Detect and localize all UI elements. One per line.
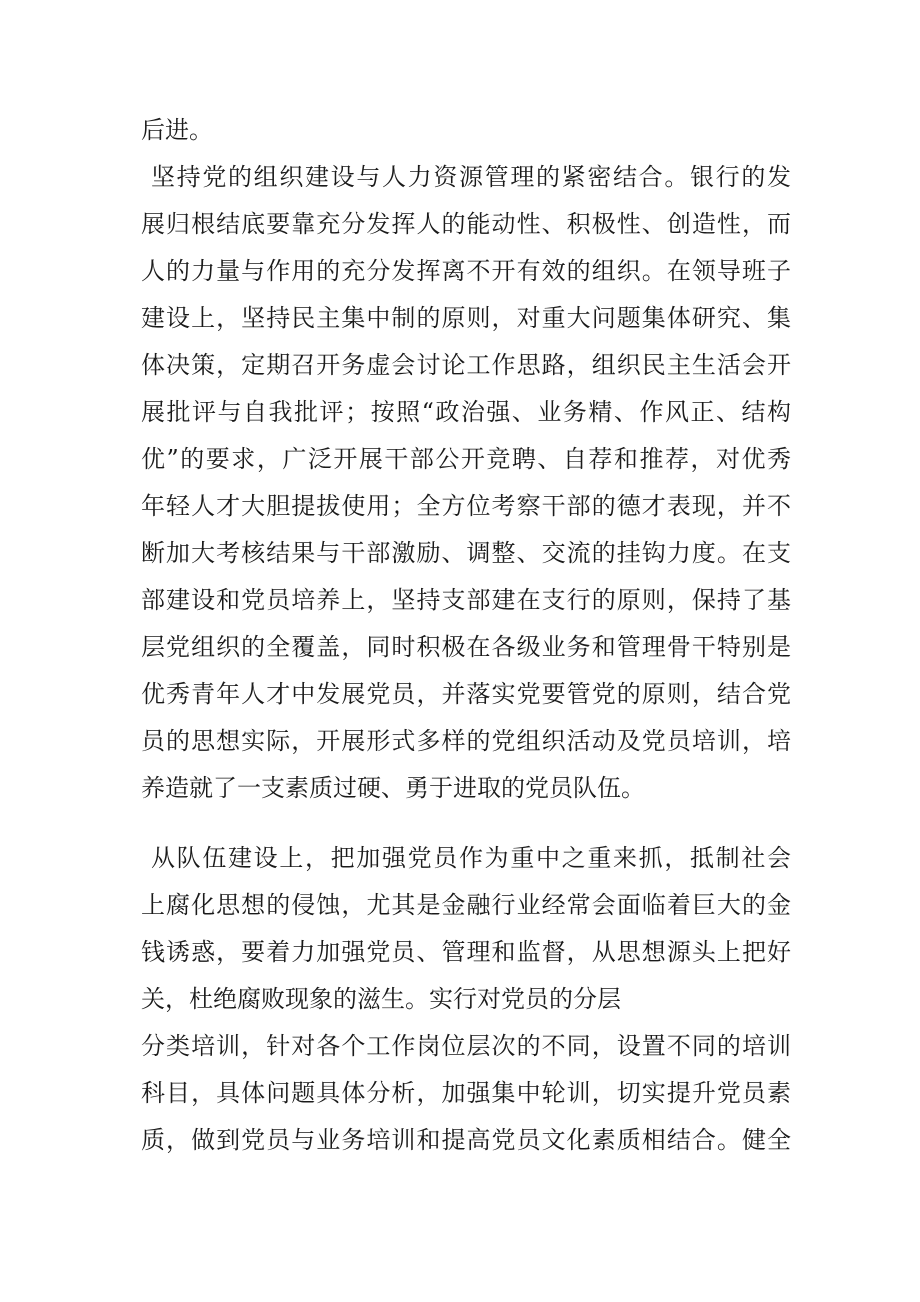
text-line: 上腐化思想的侵蚀，尤其是金融行业经常会面临着巨大的金 [141, 891, 791, 919]
text-line: 优秀青年人才中发展党员，并落实党要管党的原则，结合党 [141, 680, 791, 708]
text-line: 员的思想实际，开展形式多样的党组织活动及党员培训，培 [141, 727, 791, 755]
text-line: 科目，具体问题具体分析，加强集中轮训，切实提升党员素 [141, 1079, 791, 1107]
text-line: 人的力量与作用的充分发挥离不开有效的组织。在领导班子 [141, 257, 791, 285]
text-line: 关，杜绝腐败现象的滋生。实行对党员的分层 [141, 985, 621, 1013]
text-line: 展批评与自我批评；按照“政治强、业务精、作风正、结构 [141, 398, 791, 426]
paragraph-start-line: 从队伍建设上，把加强党员作为重中之重来抓，抵制社会 [151, 844, 791, 872]
text-line: 年轻人才大胆提拔使用；全方位考察干部的德才表现，并不 [141, 492, 791, 520]
text-line: 优”的要求，广泛开展干部公开竞聘、自荐和推荐，对优秀 [141, 445, 791, 473]
text-line: 断加大考核结果与干部激励、调整、交流的挂钩力度。在支 [141, 539, 791, 567]
text-line: 层党组织的全覆盖，同时积极在各级业务和管理骨干特别是 [141, 633, 791, 661]
paragraph-start-line: 坚持党的组织建设与人力资源管理的紧密结合。银行的发 [151, 163, 791, 191]
text-line: 钱诱惑，要着力加强党员、管理和监督，从思想源头上把好 [141, 938, 791, 966]
text-line: 质，做到党员与业务培训和提高党员文化素质相结合。健全 [141, 1126, 791, 1154]
text-line: 后进。 [141, 116, 213, 144]
text-line: 展归根结底要靠充分发挥人的能动性、积极性、创造性，而 [141, 210, 791, 238]
text-line: 养造就了一支素质过硬、勇于进取的党员队伍。 [141, 774, 645, 802]
text-line: 部建设和党员培养上，坚持支部建在支行的原则，保持了基 [141, 586, 791, 614]
text-line: 分类培训，针对各个工作岗位层次的不同，设置不同的培训 [141, 1032, 791, 1060]
text-line: 体决策，定期召开务虚会讨论工作思路，组织民主生活会开 [141, 351, 791, 379]
text-line: 建设上，坚持民主集中制的原则，对重大问题集体研究、集 [141, 304, 791, 332]
